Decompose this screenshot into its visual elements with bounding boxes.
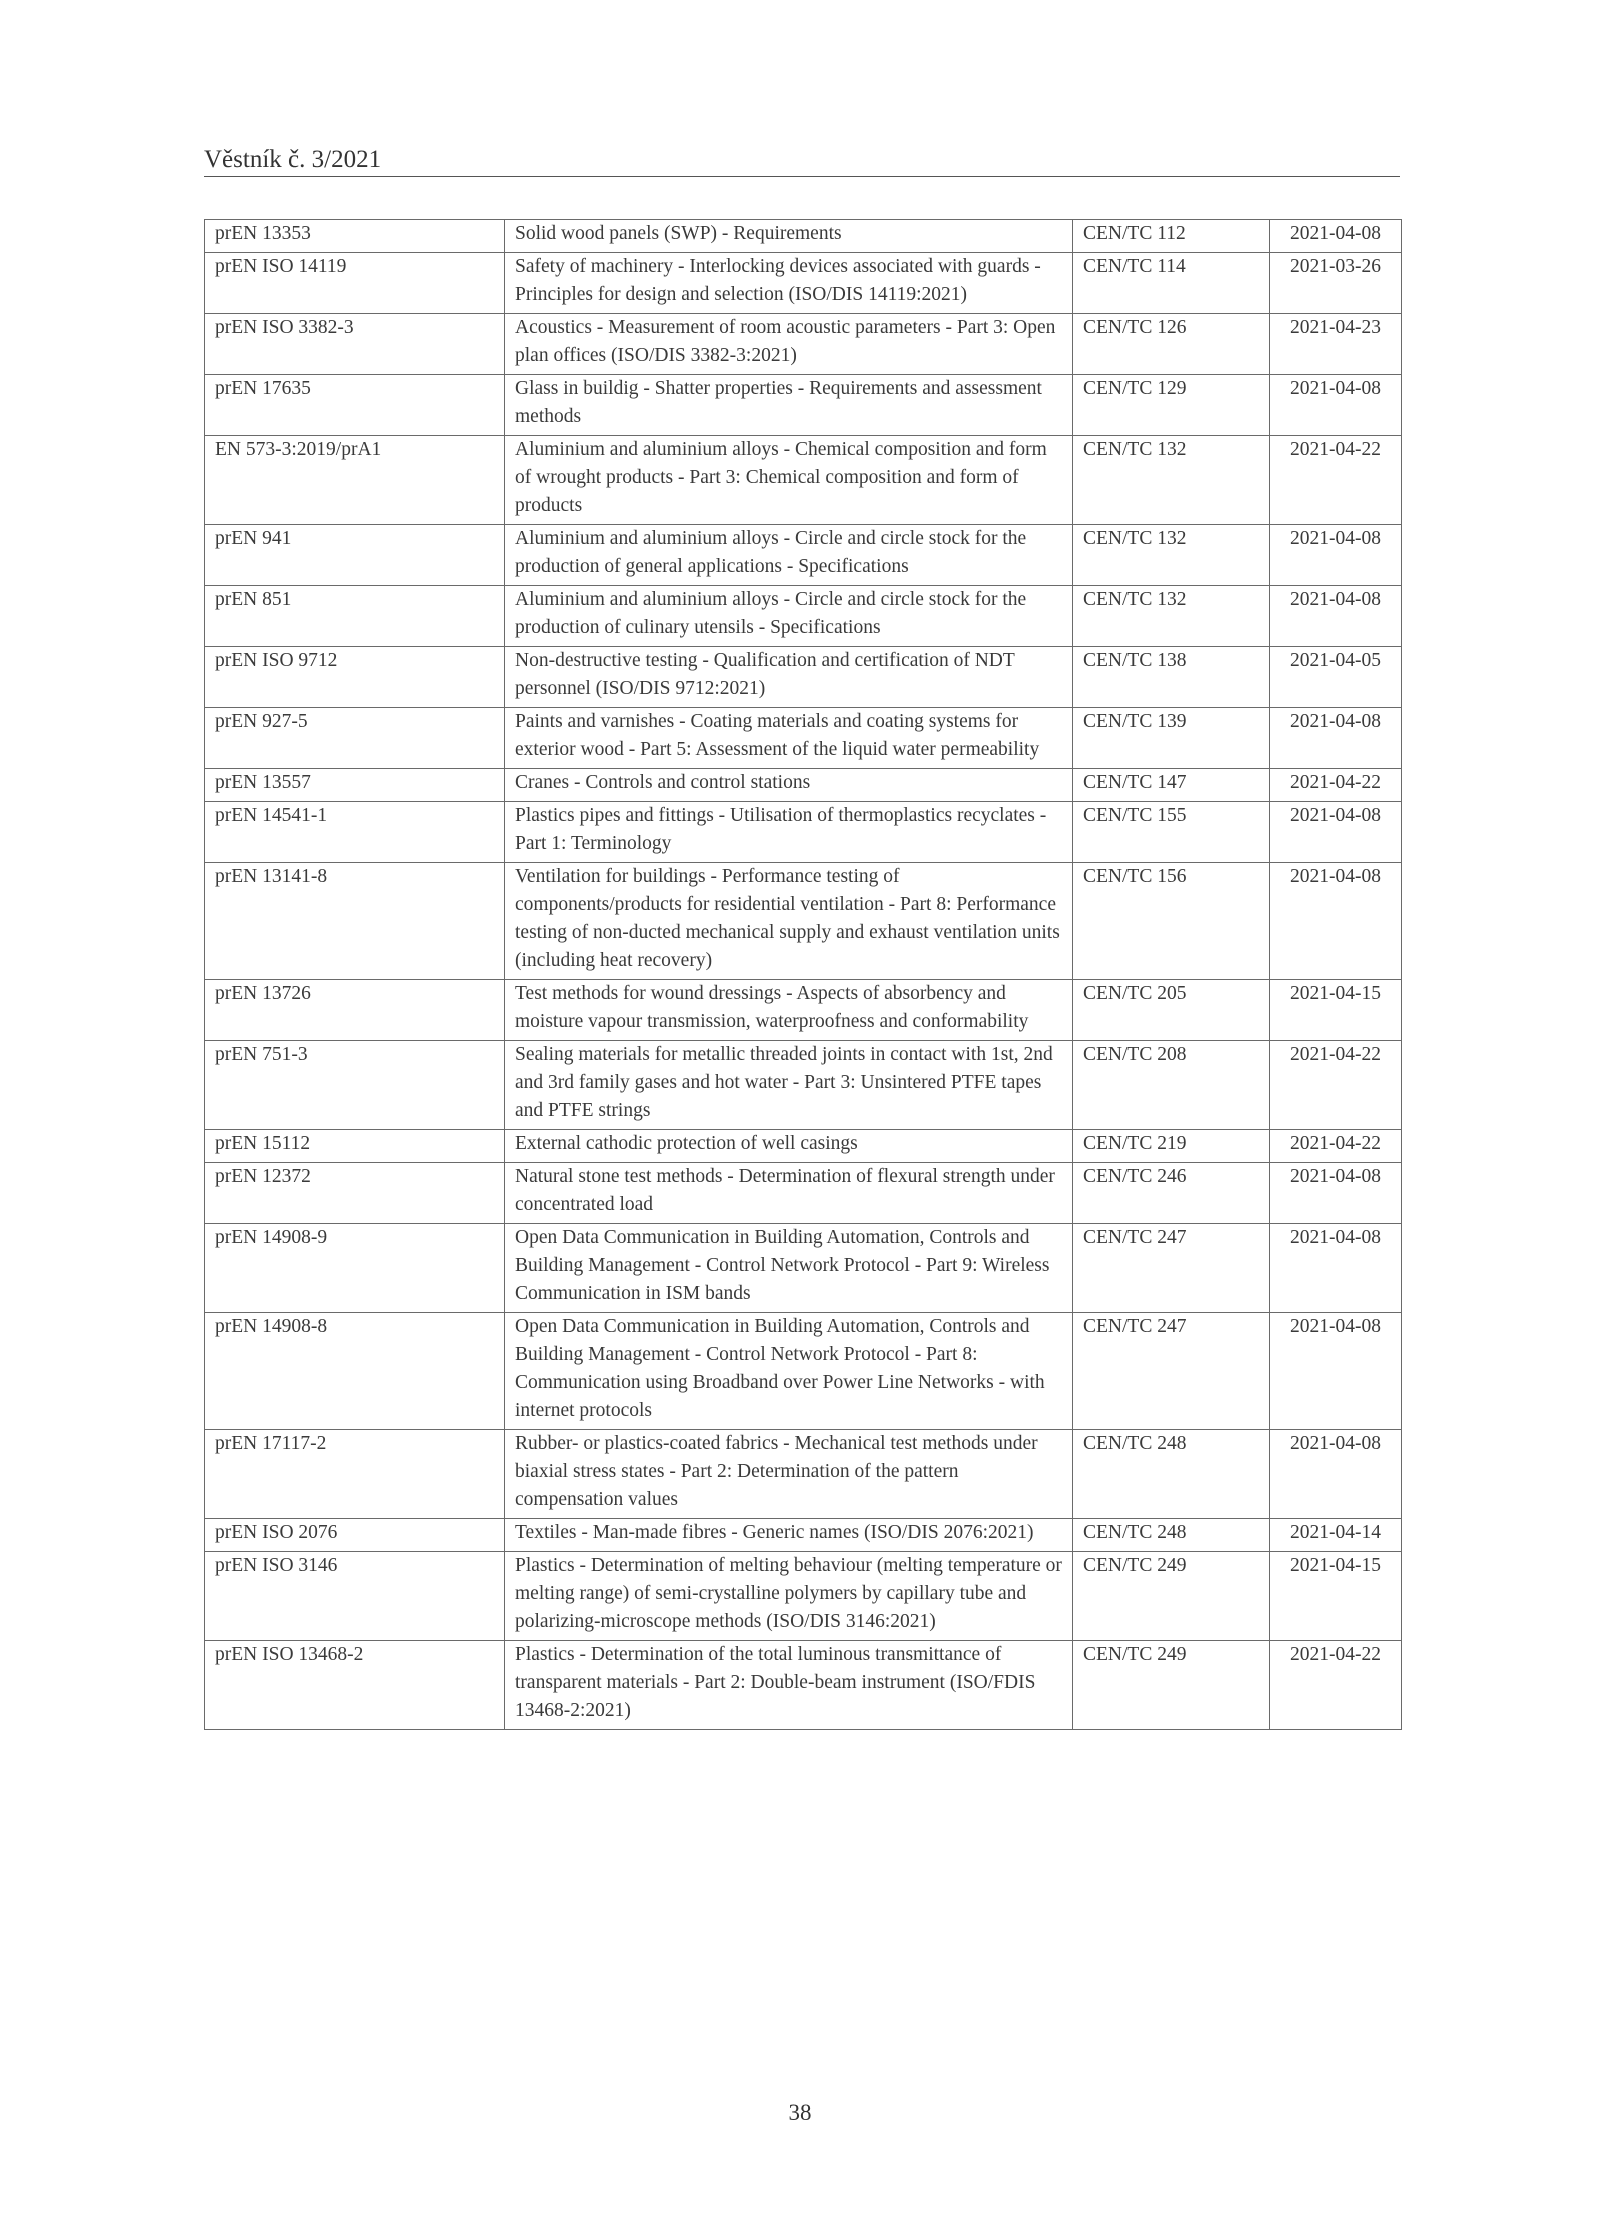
table-row — [205, 220, 1402, 253]
standard-code: prEN 13141-8 — [205, 863, 505, 980]
standard-code: prEN ISO 3146 — [205, 1552, 505, 1641]
technical-committee: CEN/TC 129 — [1073, 375, 1270, 436]
table-row — [205, 1430, 1402, 1519]
table-row — [205, 647, 1402, 708]
standard-title: Plastics pipes and fittings - Utilisation of thermoplastics recyclates - Part 1: Terminology — [505, 802, 1073, 863]
deadline-date: 2021-04-05 — [1270, 647, 1402, 708]
table-row — [205, 708, 1402, 769]
standard-title: Natural stone test methods - Determination of flexural strength under concentrated load — [505, 1163, 1073, 1224]
table-row — [205, 1552, 1402, 1641]
standard-code: prEN 14541-1 — [205, 802, 505, 863]
standard-title: Open Data Communication in Building Automation, Controls and Building Management - Control Network Protocol - Part 9: Wireless Communication in ISM bands — [505, 1224, 1073, 1313]
table-row — [205, 1224, 1402, 1313]
table-row — [205, 253, 1402, 314]
standard-code: prEN 15112 — [205, 1130, 505, 1163]
deadline-date: 2021-04-22 — [1270, 436, 1402, 525]
standard-code: prEN 941 — [205, 525, 505, 586]
deadline-date: 2021-04-15 — [1270, 980, 1402, 1041]
standard-code: prEN 927-5 — [205, 708, 505, 769]
deadline-date: 2021-04-23 — [1270, 314, 1402, 375]
standard-code: prEN ISO 9712 — [205, 647, 505, 708]
deadline-date: 2021-04-08 — [1270, 525, 1402, 586]
deadline-date: 2021-04-08 — [1270, 802, 1402, 863]
standard-title: Aluminium and aluminium alloys - Circle and circle stock for the production of general applications - Specifications — [505, 525, 1073, 586]
technical-committee: CEN/TC 132 — [1073, 436, 1270, 525]
technical-committee: CEN/TC 249 — [1073, 1552, 1270, 1641]
standard-code: prEN ISO 13468-2 — [205, 1641, 505, 1730]
deadline-date: 2021-04-22 — [1270, 769, 1402, 802]
bulletin-title: Věstník č. 3/2021 — [204, 146, 382, 173]
technical-committee: CEN/TC 156 — [1073, 863, 1270, 980]
deadline-date: 2021-04-14 — [1270, 1519, 1402, 1552]
technical-committee: CEN/TC 248 — [1073, 1519, 1270, 1552]
deadline-date: 2021-04-22 — [1270, 1641, 1402, 1730]
standard-title: Aluminium and aluminium alloys - Chemical composition and form of wrought products - Part 3: Chemical composition and form of products — [505, 436, 1073, 525]
technical-committee: CEN/TC 247 — [1073, 1224, 1270, 1313]
standard-code: prEN 12372 — [205, 1163, 505, 1224]
technical-committee: CEN/TC 138 — [1073, 647, 1270, 708]
standard-title: Acoustics - Measurement of room acoustic parameters - Part 3: Open plan offices (ISO/DIS 3382-3:2021) — [505, 314, 1073, 375]
standard-title: Safety of machinery - Interlocking devices associated with guards - Principles for design and selection (ISO/DIS 14119:2021) — [505, 253, 1073, 314]
standard-code: prEN 851 — [205, 586, 505, 647]
standards-table-body — [205, 220, 1402, 1730]
standard-title: Glass in buildig - Shatter properties - Requirements and assessment methods — [505, 375, 1073, 436]
page-number: 38 — [788, 2100, 812, 2125]
deadline-date: 2021-04-08 — [1270, 1163, 1402, 1224]
page-header — [204, 146, 1400, 177]
technical-committee: CEN/TC 247 — [1073, 1313, 1270, 1430]
standard-title: Open Data Communication in Building Automation, Controls and Building Management - Control Network Protocol - Part 8: Communication using Broadband over Power Line Networks - with internet protocols — [505, 1313, 1073, 1430]
deadline-date: 2021-04-08 — [1270, 375, 1402, 436]
standard-code: prEN 17635 — [205, 375, 505, 436]
table-row — [205, 980, 1402, 1041]
deadline-date: 2021-04-08 — [1270, 220, 1402, 253]
standard-code: prEN 751-3 — [205, 1041, 505, 1130]
standard-title: Cranes - Controls and control stations — [505, 769, 1073, 802]
deadline-date: 2021-03-26 — [1270, 253, 1402, 314]
table-row — [205, 1041, 1402, 1130]
technical-committee: CEN/TC 114 — [1073, 253, 1270, 314]
technical-committee: CEN/TC 205 — [1073, 980, 1270, 1041]
table-row — [205, 1519, 1402, 1552]
table-row — [205, 1130, 1402, 1163]
standard-code: prEN 13726 — [205, 980, 505, 1041]
standard-code: prEN 17117-2 — [205, 1430, 505, 1519]
table-row — [205, 436, 1402, 525]
deadline-date: 2021-04-08 — [1270, 1313, 1402, 1430]
standard-title: Ventilation for buildings - Performance testing of components/products for residential ventilation - Part 8: Performance testing of non-ducted mechanical supply and exhaust ventilation units (including heat recovery) — [505, 863, 1073, 980]
table-row — [205, 525, 1402, 586]
standard-code: prEN 13557 — [205, 769, 505, 802]
standard-title: Paints and varnishes - Coating materials and coating systems for exterior wood - Part 5: Assessment of the liquid water permeability — [505, 708, 1073, 769]
technical-committee: CEN/TC 112 — [1073, 220, 1270, 253]
deadline-date: 2021-04-08 — [1270, 1224, 1402, 1313]
standard-code: EN 573-3:2019/prA1 — [205, 436, 505, 525]
table-row — [205, 1163, 1402, 1224]
standard-title: Plastics - Determination of the total luminous transmittance of transparent materials - Part 2: Double-beam instrument (ISO/FDIS 13468-2:2021) — [505, 1641, 1073, 1730]
table-row — [205, 314, 1402, 375]
standard-title: Sealing materials for metallic threaded joints in contact with 1st, 2nd and 3rd family gases and hot water - Part 3: Unsintered PTFE tapes and PTFE strings — [505, 1041, 1073, 1130]
technical-committee: CEN/TC 246 — [1073, 1163, 1270, 1224]
standard-title: Plastics - Determination of melting behaviour (melting temperature or melting range) of semi-crystalline polymers by capillary tube and polarizing-microscope methods (ISO/DIS 3146:2021) — [505, 1552, 1073, 1641]
technical-committee: CEN/TC 132 — [1073, 586, 1270, 647]
technical-committee: CEN/TC 248 — [1073, 1430, 1270, 1519]
table-row — [205, 863, 1402, 980]
technical-committee: CEN/TC 249 — [1073, 1641, 1270, 1730]
technical-committee: CEN/TC 155 — [1073, 802, 1270, 863]
standards-table — [204, 219, 1402, 1730]
table-row — [205, 1641, 1402, 1730]
table-row — [205, 375, 1402, 436]
deadline-date: 2021-04-08 — [1270, 863, 1402, 980]
deadline-date: 2021-04-08 — [1270, 1430, 1402, 1519]
technical-committee: CEN/TC 126 — [1073, 314, 1270, 375]
technical-committee: CEN/TC 139 — [1073, 708, 1270, 769]
table-row — [205, 586, 1402, 647]
table-row — [205, 802, 1402, 863]
deadline-date: 2021-04-22 — [1270, 1041, 1402, 1130]
standard-code: prEN ISO 14119 — [205, 253, 505, 314]
deadline-date: 2021-04-22 — [1270, 1130, 1402, 1163]
table-row — [205, 769, 1402, 802]
deadline-date: 2021-04-08 — [1270, 708, 1402, 769]
table-row — [205, 1313, 1402, 1430]
standard-title: Test methods for wound dressings - Aspects of absorbency and moisture vapour transmission, waterproofness and conformability — [505, 980, 1073, 1041]
standard-code: prEN ISO 3382-3 — [205, 314, 505, 375]
technical-committee: CEN/TC 219 — [1073, 1130, 1270, 1163]
technical-committee: CEN/TC 147 — [1073, 769, 1270, 802]
technical-committee: CEN/TC 208 — [1073, 1041, 1270, 1130]
standard-code: prEN 14908-9 — [205, 1224, 505, 1313]
standard-title: Non-destructive testing - Qualification and certification of NDT personnel (ISO/DIS 9712:2021) — [505, 647, 1073, 708]
standard-title: Solid wood panels (SWP) - Requirements — [505, 220, 1073, 253]
standard-code: prEN 13353 — [205, 220, 505, 253]
standard-title: External cathodic protection of well casings — [505, 1130, 1073, 1163]
deadline-date: 2021-04-08 — [1270, 586, 1402, 647]
deadline-date: 2021-04-15 — [1270, 1552, 1402, 1641]
technical-committee: CEN/TC 132 — [1073, 525, 1270, 586]
standard-title: Rubber- or plastics-coated fabrics - Mechanical test methods under biaxial stress states - Part 2: Determination of the pattern compensation values — [505, 1430, 1073, 1519]
standard-code: prEN ISO 2076 — [205, 1519, 505, 1552]
standard-code: prEN 14908-8 — [205, 1313, 505, 1430]
standard-title: Aluminium and aluminium alloys - Circle and circle stock for the production of culinary utensils - Specifications — [505, 586, 1073, 647]
standard-title: Textiles - Man-made fibres - Generic names (ISO/DIS 2076:2021) — [505, 1519, 1073, 1552]
